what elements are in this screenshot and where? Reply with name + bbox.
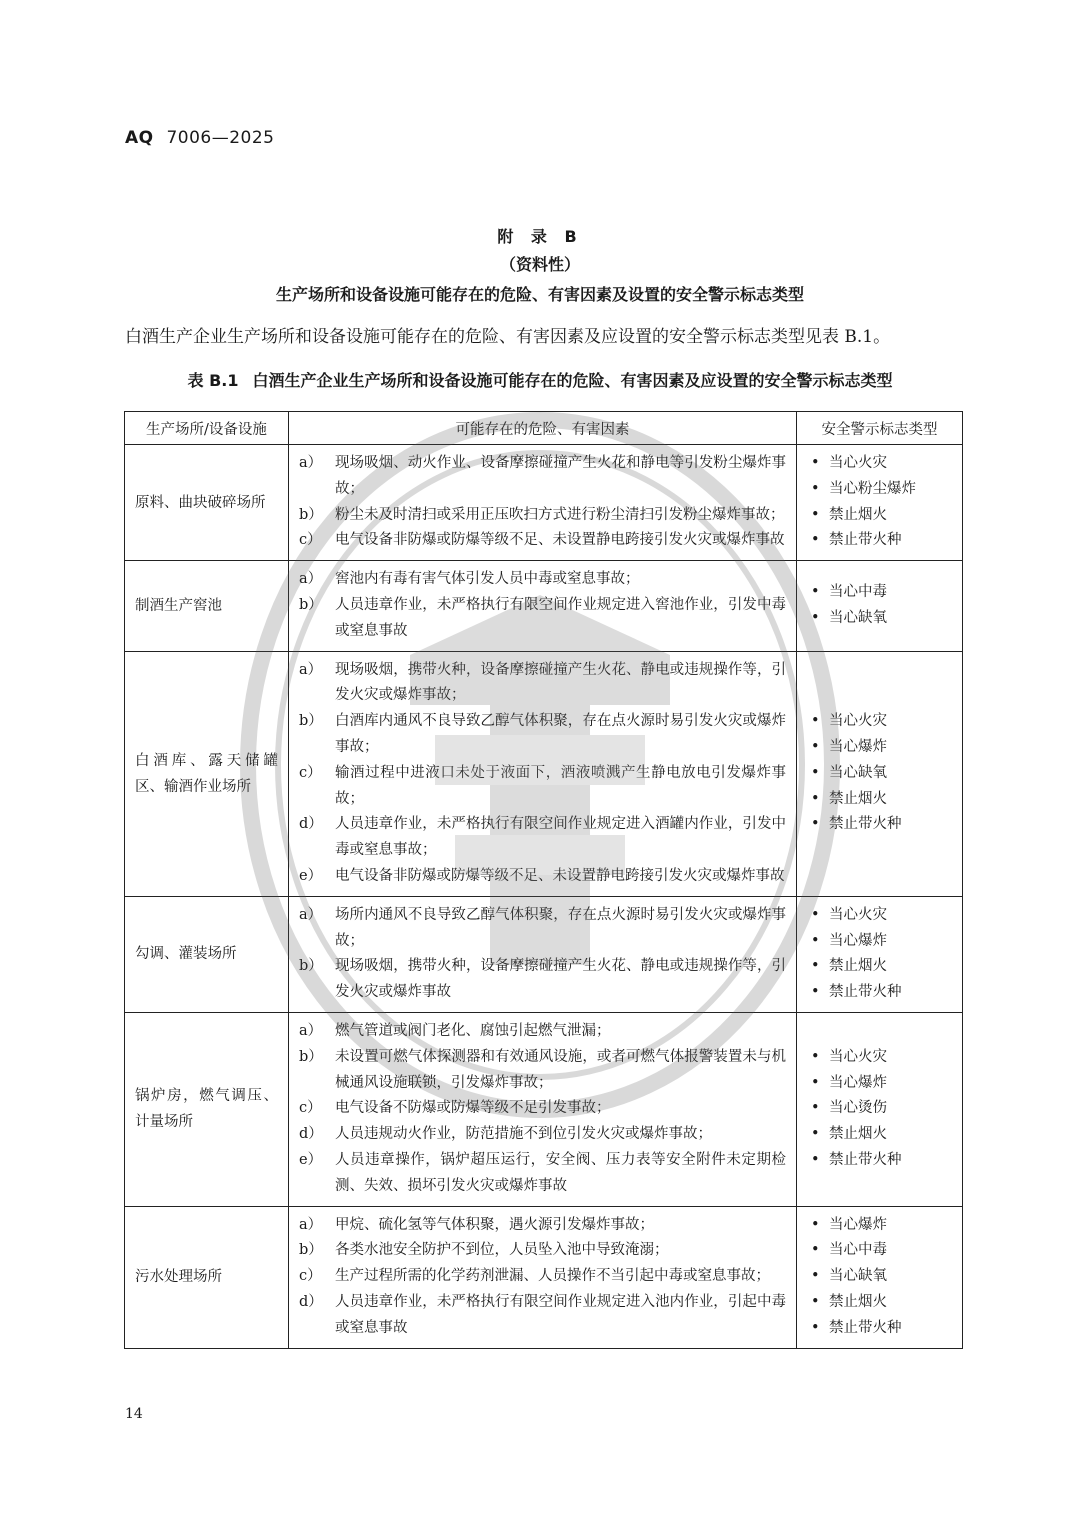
appendix-label: 附 录 B — [497, 227, 583, 246]
hazard-item — [289, 812, 796, 864]
sign-item — [811, 929, 962, 955]
hazards-cell — [289, 561, 797, 651]
sign-text: 当心缺氧 — [829, 1268, 887, 1285]
hazards-cell — [289, 651, 797, 896]
hazard-text: 现场吸烟，携带火种，设备摩擦碰撞产生火花、静电或违规操作等，引发火灾或爆炸事故； — [335, 661, 786, 704]
sign-item — [811, 1096, 962, 1122]
bullet-icon: • — [811, 738, 820, 755]
hazard-text: 人员违章作业，未严格执行有限空间作业规定进入窖池作业，引发中毒或窒息事故 — [335, 596, 786, 639]
page-number: 14 — [125, 1406, 143, 1422]
bullet-icon: • — [811, 1216, 820, 1233]
sign-item — [811, 1264, 962, 1290]
hazard-table — [124, 411, 963, 1349]
hazards-cell — [289, 1012, 797, 1206]
bullet-icon: • — [811, 609, 820, 626]
hazard-label: a） — [299, 1216, 323, 1233]
hazard-text: 燃气管道或阀门老化、腐蚀引起燃气泄漏； — [335, 1022, 611, 1039]
bullet-icon: • — [811, 764, 820, 781]
hazard-label: e） — [299, 1151, 323, 1168]
hazard-item — [289, 1148, 796, 1200]
hazard-label: a） — [299, 661, 323, 678]
hazard-label: b） — [299, 713, 323, 730]
sign-text: 当心缺氧 — [829, 764, 887, 781]
hazard-text: 人员违章作业，未严格执行有限空间作业规定进入酒罐内作业，引发中毒或窒息事故； — [335, 816, 786, 859]
sign-item — [811, 451, 962, 477]
sign-item — [811, 1122, 962, 1148]
place-cell: 制酒生产窖池 — [125, 561, 289, 651]
hazard-item — [289, 567, 796, 593]
sign-text: 禁止烟火 — [829, 958, 887, 975]
sign-item — [811, 1148, 962, 1174]
hazard-item — [289, 1264, 796, 1290]
sign-item — [811, 954, 962, 980]
hazard-label: c） — [299, 764, 322, 781]
hazard-label: d） — [299, 816, 323, 833]
sign-item — [811, 528, 962, 554]
sign-text: 当心火灾 — [829, 906, 887, 923]
sign-text: 禁止带火种 — [829, 1319, 902, 1336]
sign-text: 禁止带火种 — [829, 816, 902, 833]
hazard-text: 电气设备非防爆或防爆等级不足、未设置静电跨接引发火灾或爆炸事故 — [335, 867, 785, 884]
hazard-item — [289, 1122, 796, 1148]
sign-text: 当心爆炸 — [829, 932, 887, 949]
sign-text: 禁止带火种 — [829, 532, 902, 549]
hazard-text: 白酒库内通风不良导致乙醇气体积聚，存在点火源时易引发火灾或爆炸事故； — [335, 713, 786, 755]
bullet-icon: • — [811, 480, 820, 497]
hazards-cell — [289, 896, 797, 1012]
hazard-text: 现场吸烟，携带火种，设备摩擦碰撞产生火花、静电或违规操作等，引发火灾或爆炸事故 — [335, 958, 786, 1001]
header-hazards: 可能存在的危险、有害因素 — [289, 412, 797, 445]
doc-prefix: AQ — [125, 128, 154, 148]
sign-text: 当心爆炸 — [829, 738, 887, 755]
place-cell: 勾调、灌装场所 — [125, 896, 289, 1012]
sign-text: 禁止带火种 — [829, 984, 902, 1001]
hazard-label: b） — [299, 1242, 323, 1259]
bullet-icon: • — [811, 1048, 820, 1065]
place-cell: 原料、曲块破碎场所 — [125, 445, 289, 561]
bullet-icon: • — [811, 1126, 820, 1143]
bullet-icon: • — [811, 1151, 820, 1168]
hazard-text: 电气设备不防爆或防爆等级不足引发事故； — [335, 1100, 611, 1117]
hazard-text: 人员违章作业，未严格执行有限空间作业规定进入池内作业，引起中毒或窒息事故 — [335, 1293, 786, 1336]
hazard-label: a） — [299, 455, 323, 471]
sign-item — [811, 477, 962, 503]
hazards-cell — [289, 1206, 797, 1348]
sign-item — [811, 761, 962, 787]
sign-item — [811, 503, 962, 529]
hazard-label: b） — [299, 596, 323, 613]
hazard-text: 甲烷、硫化氢等气体积聚，遇火源引发爆炸事故； — [335, 1216, 654, 1233]
bullet-icon: • — [811, 984, 820, 1001]
table-number: 表 B.1 — [187, 371, 239, 390]
table-header-row — [125, 412, 963, 445]
bullet-icon: • — [811, 455, 820, 471]
sign-item — [811, 787, 962, 813]
table-caption — [0, 368, 1080, 391]
sign-text: 禁止烟火 — [829, 1126, 887, 1143]
table-row — [125, 1206, 963, 1348]
hazard-text: 电气设备非防爆或防爆等级不足、未设置静电跨接引发火灾或爆炸事故 — [335, 532, 785, 549]
hazard-label: c） — [299, 1268, 322, 1285]
sign-item — [811, 1316, 962, 1342]
hazard-label: d） — [299, 1293, 323, 1310]
sign-item — [811, 735, 962, 761]
signs-cell — [797, 1206, 963, 1348]
hazard-text: 人员违规动火作业，防范措施不到位引发火灾或爆炸事故； — [335, 1126, 712, 1143]
sign-item — [811, 709, 962, 735]
hazard-label: a） — [299, 906, 323, 923]
place-cell: 污水处理场所 — [125, 1206, 289, 1348]
sign-text: 当心爆炸 — [829, 1216, 887, 1233]
hazard-item — [289, 761, 796, 813]
hazard-item — [289, 451, 796, 503]
bullet-icon: • — [811, 1319, 820, 1336]
bullet-icon: • — [811, 932, 820, 949]
hazard-item — [289, 1045, 796, 1097]
hazard-label: e） — [299, 867, 323, 884]
place-cell: 白酒库、露天储罐区、输酒作业场所 — [125, 651, 289, 896]
table-row — [125, 445, 963, 561]
sign-text: 当心烫伤 — [829, 1100, 887, 1117]
table-title: 白酒生产企业生产场所和设备设施可能存在的危险、有害因素及应设置的安全警示标志类型 — [252, 371, 893, 390]
hazard-item — [289, 1290, 796, 1342]
document-code — [125, 128, 274, 148]
hazard-item — [289, 1238, 796, 1264]
hazard-label: b） — [299, 958, 323, 975]
bullet-icon: • — [811, 1268, 820, 1285]
sign-text: 当心火灾 — [829, 455, 887, 471]
sign-text: 当心中毒 — [829, 584, 887, 601]
sign-item — [811, 1290, 962, 1316]
sign-text: 禁止烟火 — [829, 1293, 887, 1310]
sign-text: 禁止烟火 — [829, 790, 887, 807]
hazard-item — [289, 658, 796, 710]
sign-text: 当心缺氧 — [829, 609, 887, 626]
bullet-icon: • — [811, 506, 820, 523]
hazard-item — [289, 1096, 796, 1122]
bullet-icon: • — [811, 1100, 820, 1117]
bullet-icon: • — [811, 713, 820, 730]
hazard-label: d） — [299, 1126, 323, 1143]
hazard-text: 人员违章操作，锅炉超压运行，安全阀、压力表等安全附件未定期检测、失效、损坏引发火灾或爆炸事故 — [335, 1151, 786, 1194]
sign-item — [811, 1238, 962, 1264]
bullet-icon: • — [811, 1242, 820, 1259]
sign-item — [811, 903, 962, 929]
signs-cell — [797, 651, 963, 896]
hazard-text: 生产过程所需的化学药剂泄漏、人员操作不当引起中毒或窒息事故； — [335, 1268, 770, 1285]
hazard-item — [289, 954, 796, 1006]
sign-text: 当心粉尘爆炸 — [829, 480, 916, 497]
bullet-icon: • — [811, 958, 820, 975]
hazard-label: c） — [299, 532, 322, 549]
header-signs: 安全警示标志类型 — [797, 412, 963, 445]
sign-item — [811, 580, 962, 606]
bullet-icon: • — [811, 906, 820, 923]
hazard-label: b） — [299, 1048, 323, 1065]
hazard-label: b） — [299, 506, 323, 523]
sign-item — [811, 1213, 962, 1239]
hazard-item — [289, 1019, 796, 1045]
hazard-text: 输酒过程中进液口未处于液面下，酒液喷溅产生静电放电引发爆炸事故； — [335, 764, 786, 807]
table-row — [125, 896, 963, 1012]
bullet-icon: • — [811, 1293, 820, 1310]
hazard-text: 场所内通风不良导致乙醇气体积聚，存在点火源时易引发火灾或爆炸事故； — [335, 906, 786, 949]
sign-item — [811, 606, 962, 632]
sign-text: 当心火灾 — [829, 713, 887, 730]
hazard-text: 窖池内有毒有害气体引发人员中毒或窒息事故； — [335, 571, 640, 588]
hazard-label: a） — [299, 571, 323, 588]
table-row — [125, 1012, 963, 1206]
hazard-text: 现场吸烟、动火作业、设备摩擦碰撞产生火花和静电等引发粉尘爆炸事故； — [335, 455, 786, 497]
bullet-icon: • — [811, 790, 820, 807]
signs-cell — [797, 1012, 963, 1206]
hazard-text: 未设置可燃气体探测器和有效通风设施，或者可燃气体报警装置未与机械通风设施联锁，引发爆炸事故； — [335, 1048, 786, 1091]
signs-cell — [797, 561, 963, 651]
table-row — [125, 561, 963, 651]
sign-text: 当心爆炸 — [829, 1074, 887, 1091]
hazard-item — [289, 1213, 796, 1239]
bullet-icon: • — [811, 816, 820, 833]
hazard-item — [289, 528, 796, 554]
sign-item — [811, 1045, 962, 1071]
bullet-icon: • — [811, 584, 820, 601]
sign-text: 禁止烟火 — [829, 506, 887, 523]
signs-cell — [797, 896, 963, 1012]
header-place: 生产场所/设备设施 — [125, 412, 289, 445]
sign-text: 当心中毒 — [829, 1242, 887, 1259]
hazard-item — [289, 903, 796, 955]
hazard-item — [289, 864, 796, 890]
hazard-text: 各类水池安全防护不到位，人员坠入池中导致淹溺； — [335, 1242, 669, 1259]
table-row — [125, 651, 963, 896]
hazard-label: c） — [299, 1100, 322, 1117]
bullet-icon: • — [811, 1074, 820, 1091]
appendix-nature: （资料性） — [499, 255, 580, 274]
bullet-icon: • — [811, 532, 820, 549]
sign-item — [811, 1071, 962, 1097]
hazard-item — [289, 503, 796, 529]
sign-text: 禁止带火种 — [829, 1151, 902, 1168]
hazard-label: a） — [299, 1022, 323, 1039]
hazard-item — [289, 709, 796, 761]
sign-item — [811, 980, 962, 1006]
sign-text: 当心火灾 — [829, 1048, 887, 1065]
place-cell: 锅炉房，燃气调压、计量场所 — [125, 1012, 289, 1206]
doc-number: 7006—2025 — [166, 128, 275, 148]
sign-item — [811, 812, 962, 838]
hazard-item — [289, 593, 796, 645]
signs-cell — [797, 445, 963, 561]
appendix-title: 生产场所和设备设施可能存在的危险、有害因素及设置的安全警示标志类型 — [275, 285, 804, 304]
intro-paragraph: 白酒生产企业生产场所和设备设施可能存在的危险、有害因素及应设置的安全警示标志类型见表 B.1。 — [125, 327, 891, 347]
hazards-cell — [289, 445, 797, 561]
hazard-text: 粉尘未及时清扫或采用正压吹扫方式进行粉尘清扫引发粉尘爆炸事故； — [335, 506, 785, 523]
